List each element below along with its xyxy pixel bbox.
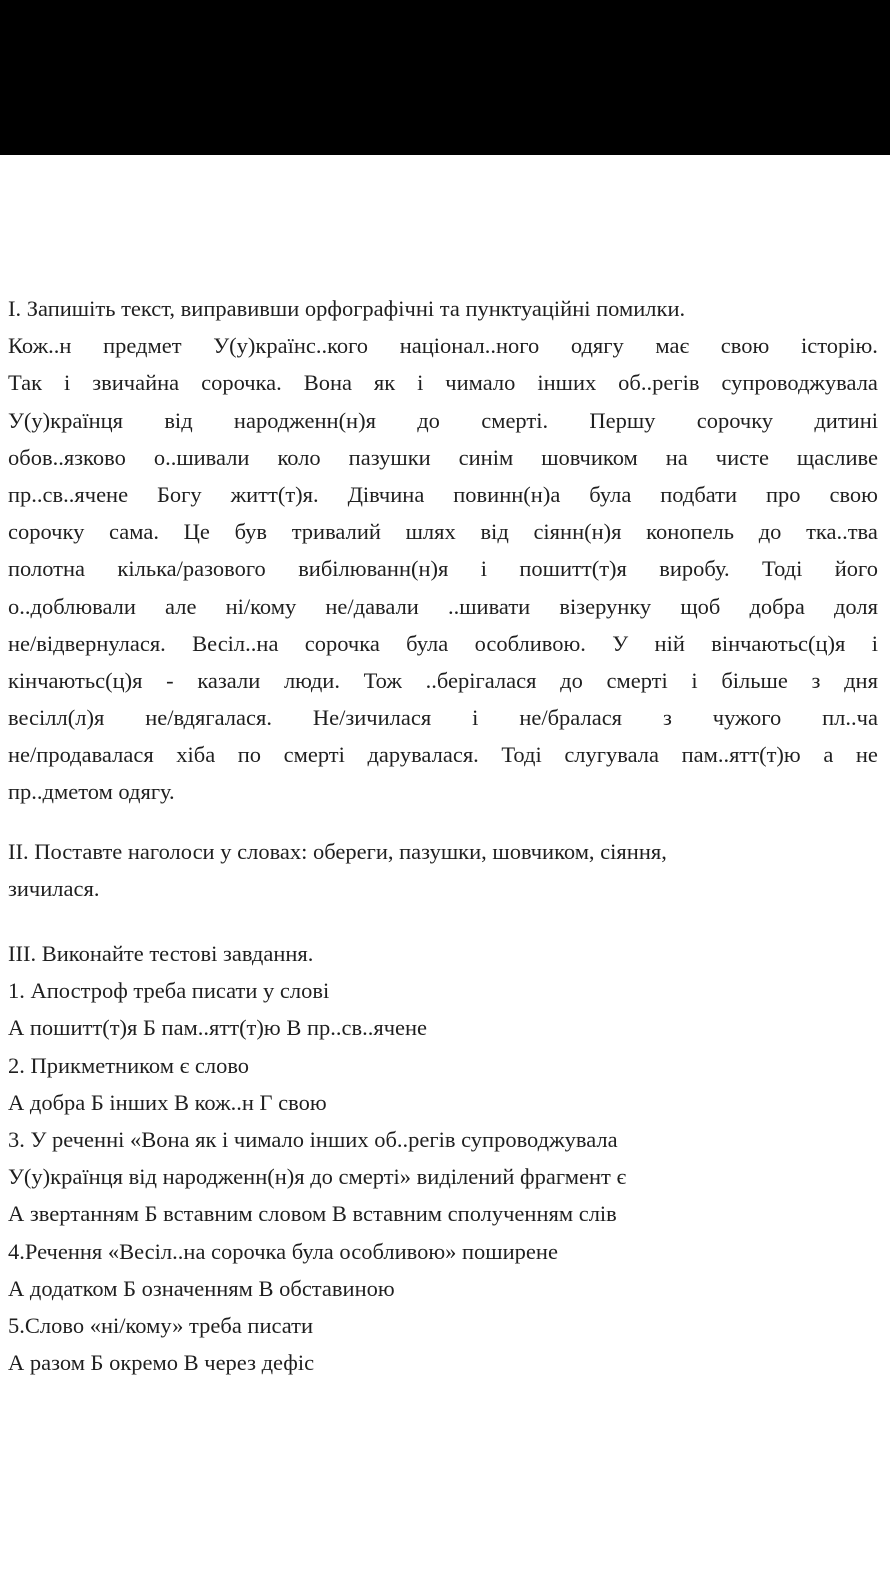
word: від xyxy=(164,407,193,433)
word: люди. xyxy=(283,667,340,693)
section-1-line xyxy=(8,550,878,587)
word: о..шивали xyxy=(153,444,250,470)
word: повинн(н)а xyxy=(453,481,561,507)
section-1-line xyxy=(8,699,878,736)
word: житт(т)я. xyxy=(230,481,319,507)
word: пошитт(т)я xyxy=(519,556,627,582)
word: Першу xyxy=(589,407,656,433)
word: до xyxy=(758,519,782,545)
word: - xyxy=(166,667,174,693)
word: хіба xyxy=(176,742,216,768)
test-question: 1. Апостроф треба писати у слові xyxy=(8,978,330,1004)
word: і xyxy=(64,370,71,396)
word: Тоді xyxy=(762,556,803,582)
word: і xyxy=(480,556,488,582)
word: кілька/разового xyxy=(117,556,266,582)
word: була xyxy=(406,630,449,656)
test-answers: А разом Б окремо В через дефіс xyxy=(8,1350,315,1376)
word: пр..св..ячене xyxy=(8,481,129,507)
section-2-line: II. Поставте наголоси у словах: обереги, пазушки, шовчиком, сіяння, xyxy=(8,838,667,864)
word: націонал..ного xyxy=(399,333,540,359)
word: предмет xyxy=(103,333,182,359)
word: Весіл..на xyxy=(192,630,279,656)
word: доля xyxy=(833,593,878,619)
word: смерті. xyxy=(481,407,549,433)
test-question: 5.Слово «ні/кому» треба писати xyxy=(8,1312,314,1338)
word: має xyxy=(655,333,690,359)
word: чисте xyxy=(715,444,769,470)
word: шовчиком xyxy=(541,444,638,470)
test-answers: А додатком Б означенням В обставиною xyxy=(8,1275,395,1301)
word: У(у)країнс..кого xyxy=(213,333,369,359)
word: ..шивати xyxy=(447,593,531,619)
word: і xyxy=(417,370,424,396)
section-gap xyxy=(8,811,878,833)
word: звичайна xyxy=(92,370,180,396)
word: Тоді xyxy=(501,742,542,768)
word: вінчаютьс(ц)я xyxy=(711,630,846,656)
word: сама. xyxy=(109,519,159,545)
word: як xyxy=(373,370,396,396)
word: ні/кому xyxy=(225,593,297,619)
word: була xyxy=(589,481,632,507)
section-1-line xyxy=(8,476,878,513)
test-answers: А звертанням Б вставним словом В вставним сполученням слів xyxy=(8,1201,617,1227)
section-1-line xyxy=(8,513,878,550)
section-1-line: пр..дметом одягу. xyxy=(8,779,175,805)
word: і xyxy=(691,667,698,693)
word: подбати xyxy=(660,481,738,507)
section-2-line: зичилася. xyxy=(8,875,100,901)
word: ..берігалася xyxy=(425,667,537,693)
word: Вона xyxy=(303,370,352,396)
word: дарувалася. xyxy=(367,742,479,768)
word: був xyxy=(234,519,268,545)
word: на xyxy=(665,444,688,470)
word: синім xyxy=(458,444,514,470)
word: о..доблювали xyxy=(8,593,136,619)
word: пл..ча xyxy=(822,705,878,731)
test-answers: А пошитт(т)я Б пам..ятт(т)ю В пр..св..ячене xyxy=(8,1015,428,1041)
word: чимало xyxy=(445,370,516,396)
word: по xyxy=(237,742,262,768)
word: об..регів xyxy=(618,370,700,396)
word: сорочку xyxy=(8,519,85,545)
word: свою xyxy=(720,333,770,359)
word: смерті xyxy=(606,667,668,693)
section-1-line xyxy=(8,439,878,476)
section-1-heading: I. Запишіть текст, виправивши орфографічні та пунктуаційні помилки. xyxy=(8,296,686,321)
word: з xyxy=(662,705,672,731)
word: коло xyxy=(277,444,321,470)
section-gap xyxy=(8,907,878,935)
word: слугувала xyxy=(564,742,659,768)
word: тривалий xyxy=(291,519,381,545)
word: особливою. xyxy=(474,630,586,656)
word: Богу xyxy=(157,481,202,507)
word: його xyxy=(834,556,878,582)
word: щоб xyxy=(680,593,721,619)
section-1-line xyxy=(8,588,878,625)
word: від xyxy=(480,519,509,545)
word: обов..язково xyxy=(8,444,126,470)
word: пам..ятт(т)ю xyxy=(681,742,801,768)
word: У(у)країнця xyxy=(8,407,124,433)
word: сіянн(н)я xyxy=(533,519,622,545)
word: візерунку xyxy=(559,593,652,619)
test-question: У(у)країнця від народженн(н)я до смерті» виділений фрагмент є xyxy=(8,1164,627,1190)
word: і xyxy=(871,630,878,656)
word: з xyxy=(811,667,821,693)
word: смерті xyxy=(283,742,345,768)
section-1-line xyxy=(8,625,878,662)
word: дня xyxy=(844,667,878,693)
word: щасливе xyxy=(796,444,878,470)
word: інших xyxy=(537,370,597,396)
word: тка..тва xyxy=(806,519,878,545)
section-1-line xyxy=(8,662,878,699)
word: одягу xyxy=(570,333,624,359)
section-1-line xyxy=(8,736,878,773)
word: до xyxy=(560,667,583,693)
section-3-heading: III. Виконайте тестові завдання. xyxy=(8,941,314,966)
word: У xyxy=(612,630,629,656)
word: не/продавалася xyxy=(8,742,154,768)
word: добра xyxy=(749,593,805,619)
word: Дівчина xyxy=(347,481,425,507)
test-question: 2. Прикметником є слово xyxy=(8,1052,250,1078)
word: не/бралася xyxy=(519,705,623,731)
word: полотна xyxy=(8,556,86,582)
section-1-line xyxy=(8,327,878,364)
word: дитині xyxy=(814,407,878,433)
word: не/відвернулася. xyxy=(8,630,166,656)
word: Не/зичилася xyxy=(312,705,432,731)
section-1-line xyxy=(8,402,878,439)
word: і xyxy=(472,705,479,731)
word: Це xyxy=(183,519,210,545)
top-black-bar xyxy=(0,0,890,155)
word: не xyxy=(855,742,878,768)
test-question: 3. У реченні «Вона як і чимало інших об..регів супроводжувала xyxy=(8,1126,618,1152)
test-answers: А добра Б інших В кож..н Г свою xyxy=(8,1089,327,1115)
word: історію. xyxy=(800,333,878,359)
word: про xyxy=(765,481,801,507)
word: супроводжувала xyxy=(721,370,878,396)
word: вибілюванн(н)я xyxy=(298,556,449,582)
word: більше xyxy=(721,667,788,693)
word: сорочка. xyxy=(201,370,282,396)
word: Кож..н xyxy=(8,333,72,359)
word: Так xyxy=(8,370,43,396)
word: пазушки xyxy=(348,444,431,470)
word: а xyxy=(823,742,834,768)
word: не/вдягалася. xyxy=(145,705,272,731)
word: свою xyxy=(829,481,878,507)
word: але xyxy=(165,593,197,619)
word: виробу. xyxy=(659,556,730,582)
test-question: 4.Речення «Весіл..на сорочка була особливою» поширене xyxy=(8,1238,558,1264)
word: кінчаютьс(ц)я xyxy=(8,667,143,693)
word: весілл(л)я xyxy=(8,705,105,731)
word: шлях xyxy=(405,519,456,545)
word: сорочка xyxy=(304,630,380,656)
word: ній xyxy=(654,630,685,656)
word: чужого xyxy=(712,705,782,731)
word: конопель xyxy=(646,519,735,545)
section-1-line xyxy=(8,364,878,401)
document-page xyxy=(8,290,878,1381)
word: до xyxy=(417,407,440,433)
word: казали xyxy=(197,667,261,693)
word: Тож xyxy=(363,667,402,693)
word: народженн(н)я xyxy=(233,407,376,433)
word: не/давали xyxy=(325,593,419,619)
word: сорочку xyxy=(696,407,774,433)
